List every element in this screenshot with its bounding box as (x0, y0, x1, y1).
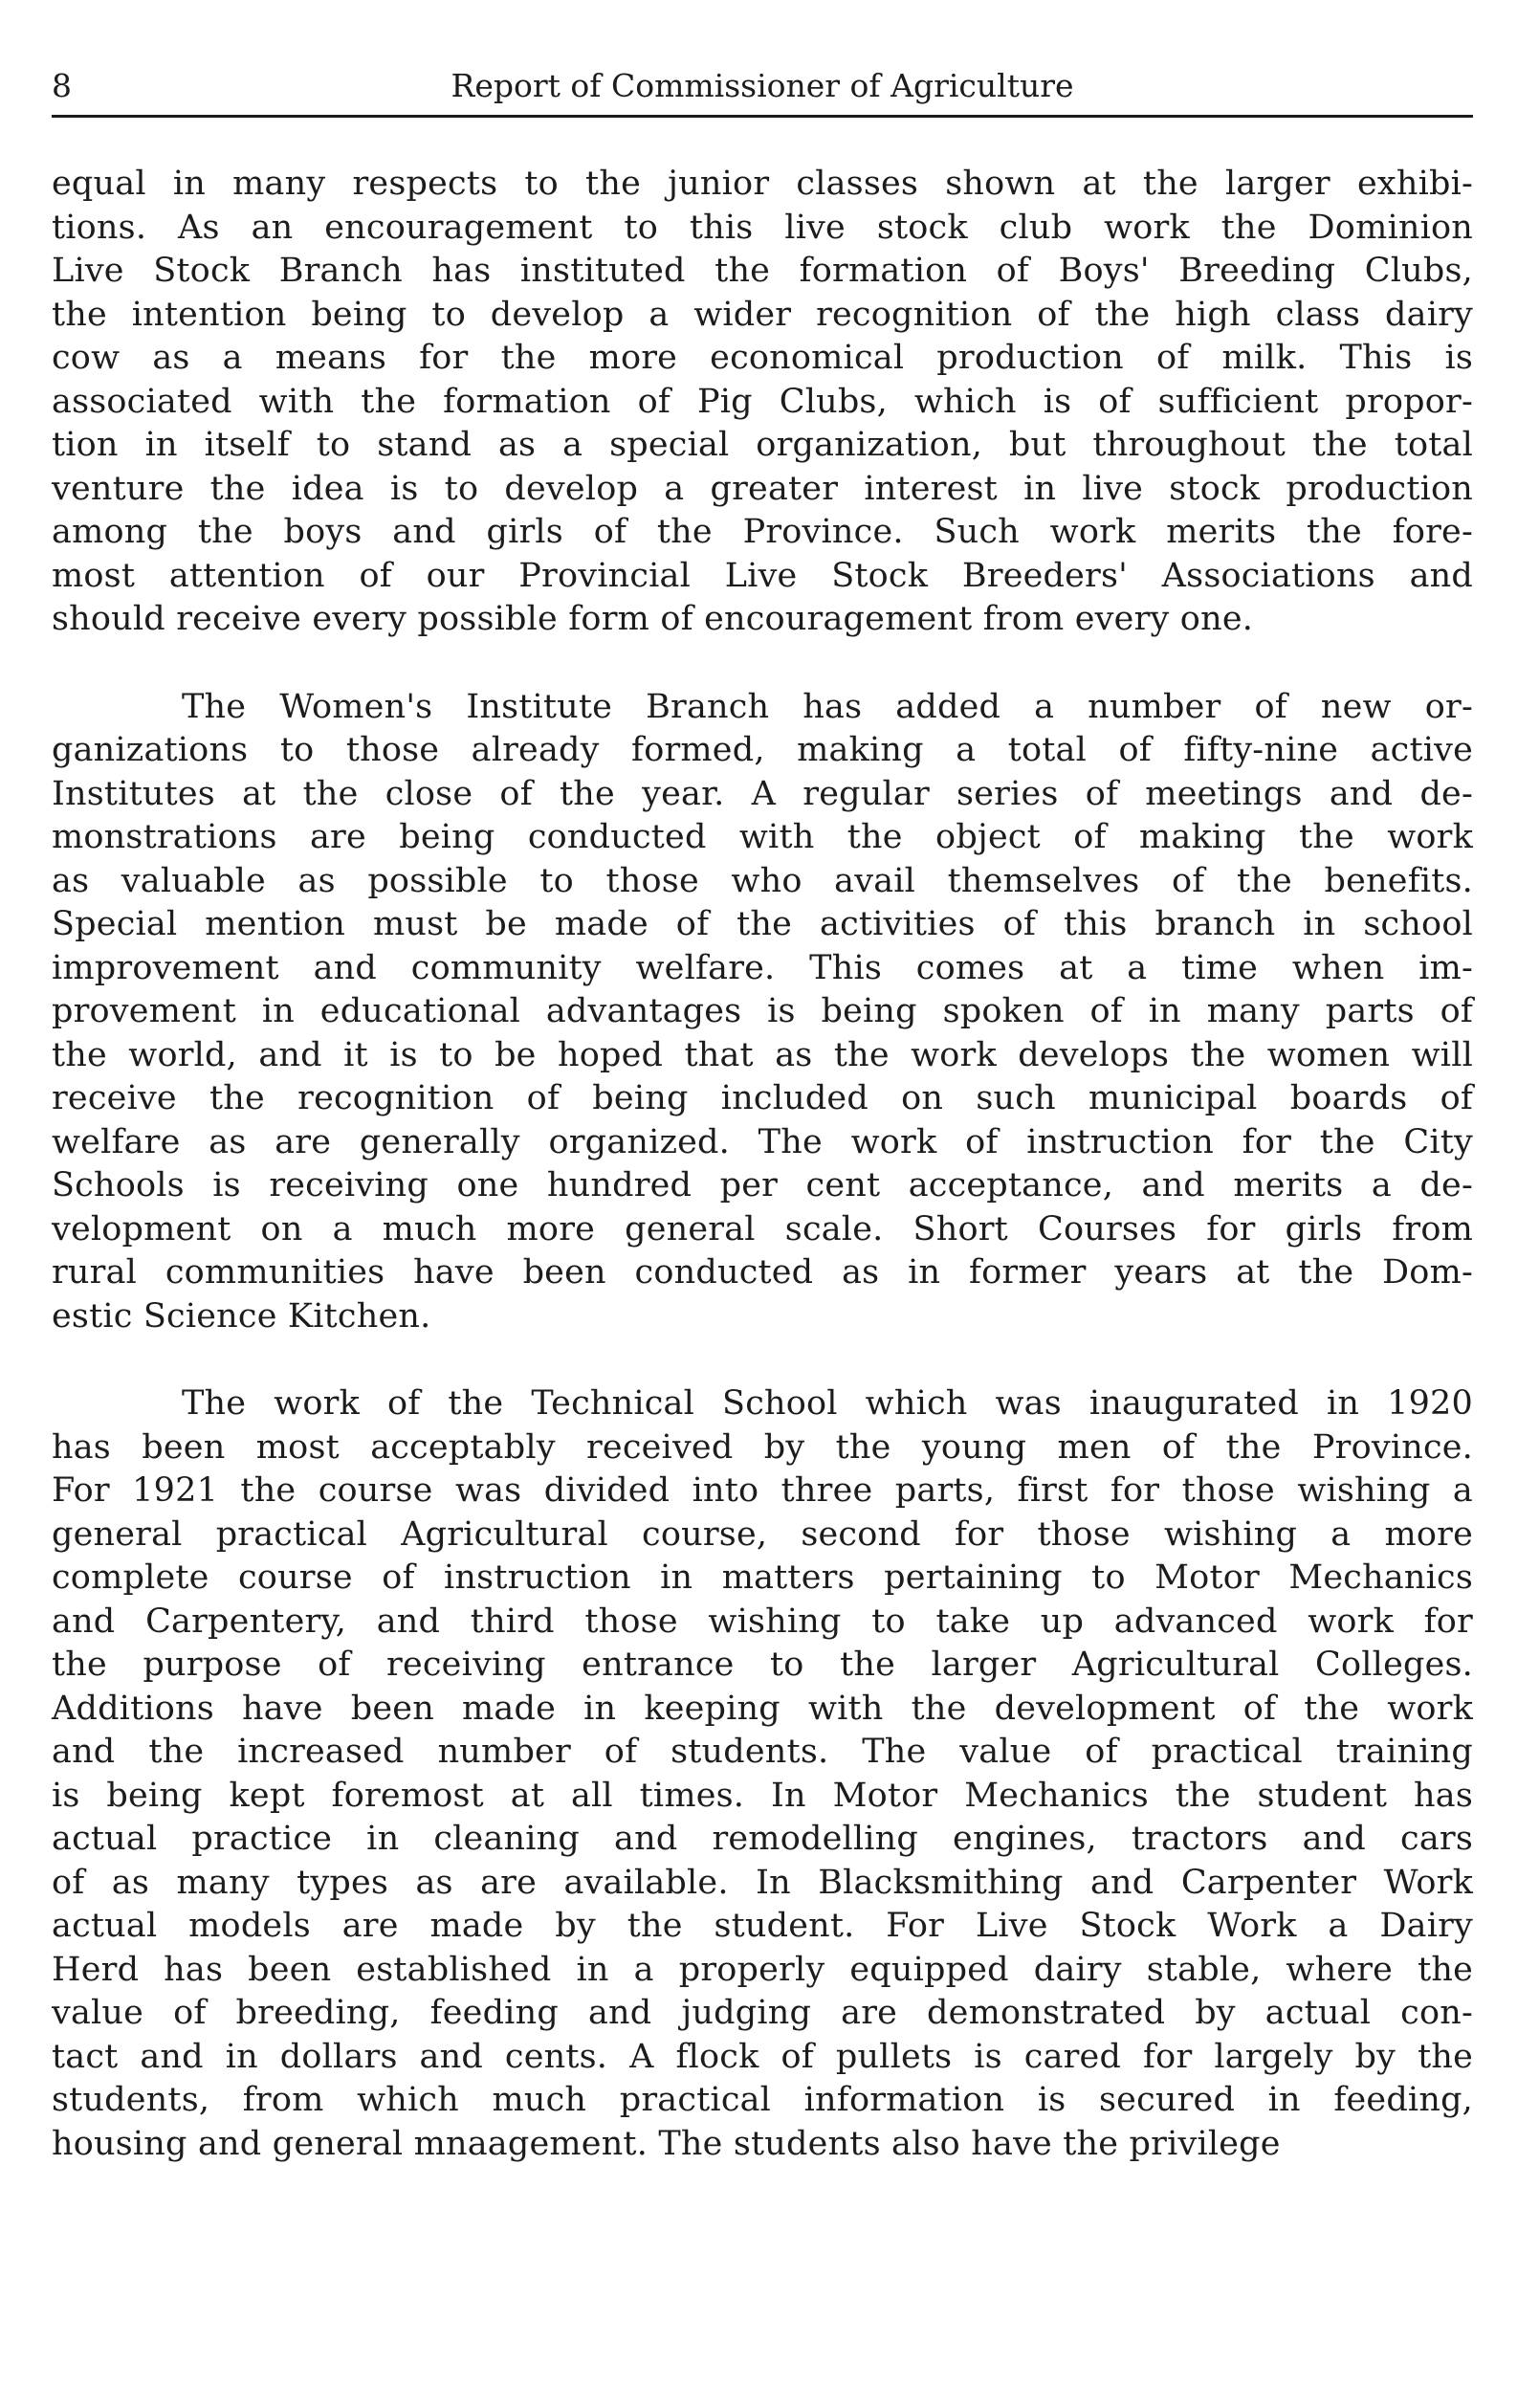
text-line: Special mention must be made of the activities of this branch in school (52, 905, 1473, 943)
text-line: has been most acceptably received by the young men of the Province. (52, 1427, 1473, 1467)
text-line: students, from which much practical information is secured in feeding, (52, 2081, 1473, 2119)
text-line: complete course of instruction in matters pertaining to Motor Mechanics (52, 1558, 1473, 1597)
text-line: general practical Agricultural course, second for those wishing a more (52, 1514, 1473, 1554)
text-line: value of breeding, feeding and judging are demonstrated by actual con- (52, 1994, 1473, 2032)
text-line: among the boys and girls of the Province. Such work merits the fore- (52, 513, 1473, 551)
text-line: tion in itself to stand as a special organization, but throughout the total (52, 426, 1473, 464)
paragraph-live-stock-clubs (52, 163, 1473, 642)
text-line: cow as a means for the more economical production of milk. This is (52, 339, 1473, 377)
text-line: as valuable as possible to those who avail themselves of the benefits. (52, 861, 1473, 900)
text-line: monstrations are being conducted with the object of making the work (52, 818, 1473, 856)
text-line: rural communities have been conducted as in former years at the Dom- (52, 1253, 1473, 1292)
text-line: velopment on a much more general scale. Short Courses for girls from (52, 1209, 1473, 1248)
text-line: receive the recognition of being included on such municipal boards of (52, 1079, 1473, 1117)
text-line: tact and in dollars and cents. A flock of pullets is cared for largely by the (52, 2037, 1473, 2076)
text-line: The work of the Technical School which was inaugurated in 1920 (182, 1384, 1473, 1423)
text-line: improvement and community welfare. This comes at a time when im- (52, 948, 1473, 987)
text-line: welfare as are generally organized. The work of instruction for the City (52, 1122, 1473, 1161)
text-line: Institutes at the close of the year. A regular series of meetings and de- (52, 774, 1473, 813)
text-line: actual practice in cleaning and remodelling engines, tractors and cars (52, 1820, 1473, 1858)
text-line: housing and general mnaagement. The students also have the privilege (52, 2124, 1281, 2163)
text-line: The Women's Institute Branch has added a number of new or- (182, 687, 1473, 726)
running-head (52, 59, 1473, 113)
text-line: actual models are made by the student. For Live Stock Work a Dairy (52, 1907, 1473, 1945)
text-line: and the increased number of students. The value of practical training (52, 1733, 1473, 1771)
text-line: the world, and it is to be hoped that as the work develops the women will (52, 1035, 1473, 1074)
text-line: the purpose of receiving entrance to the larger Agricultural Colleges. (52, 1646, 1473, 1684)
body-text (52, 163, 1473, 2210)
text-line: is being kept foremost at all times. In Motor Mechanics the student has (52, 1776, 1473, 1815)
text-line: the intention being to develop a wider recognition of the high class dairy (52, 295, 1473, 334)
text-line: Additions have been made in keeping with the development of the work (52, 1689, 1473, 1728)
paragraph-womens-institute (52, 686, 1473, 1339)
text-line: should receive every possible form of encouragement from every one. (52, 600, 1254, 638)
text-line: Schools is receiving one hundred per cent acceptance, and merits a de- (52, 1166, 1473, 1204)
page-number: 8 (52, 67, 72, 104)
header-rule (52, 115, 1473, 118)
text-line: provement in educational advantages is being spoken of in many parts of (52, 992, 1473, 1030)
text-line: most attention of our Provincial Live Stock Breeders' Associations and (52, 556, 1473, 595)
text-line: estic Science Kitchen. (52, 1296, 431, 1336)
paragraph-technical-school (52, 1382, 1473, 2166)
text-line: venture the idea is to develop a greater interest in live stock production (52, 469, 1473, 508)
running-title: Report of Commissioner of Agriculture (451, 67, 1074, 104)
text-line: and Carpentery, and third those wishing to take up advanced work for (52, 1602, 1473, 1641)
text-line: Herd has been established in a properly equipped dairy stable, where the (52, 1950, 1473, 1989)
text-line: tions. As an encouragement to this live stock club work the Dominion (52, 208, 1473, 247)
text-line: Live Stock Branch has instituted the formation of Boys' Breeding Clubs, (52, 252, 1473, 290)
text-line: of as many types as are available. In Blacksmithing and Carpenter Work (52, 1863, 1473, 1902)
text-line: associated with the formation of Pig Clubs, which is of sufficient propor- (52, 382, 1473, 421)
text-line: ganizations to those already formed, making a total of fifty-nine active (52, 731, 1473, 769)
text-line: equal in many respects to the junior classes shown at the larger exhibi- (52, 165, 1473, 203)
text-line: For 1921 the course was divided into three parts, first for those wishing a (52, 1471, 1473, 1510)
